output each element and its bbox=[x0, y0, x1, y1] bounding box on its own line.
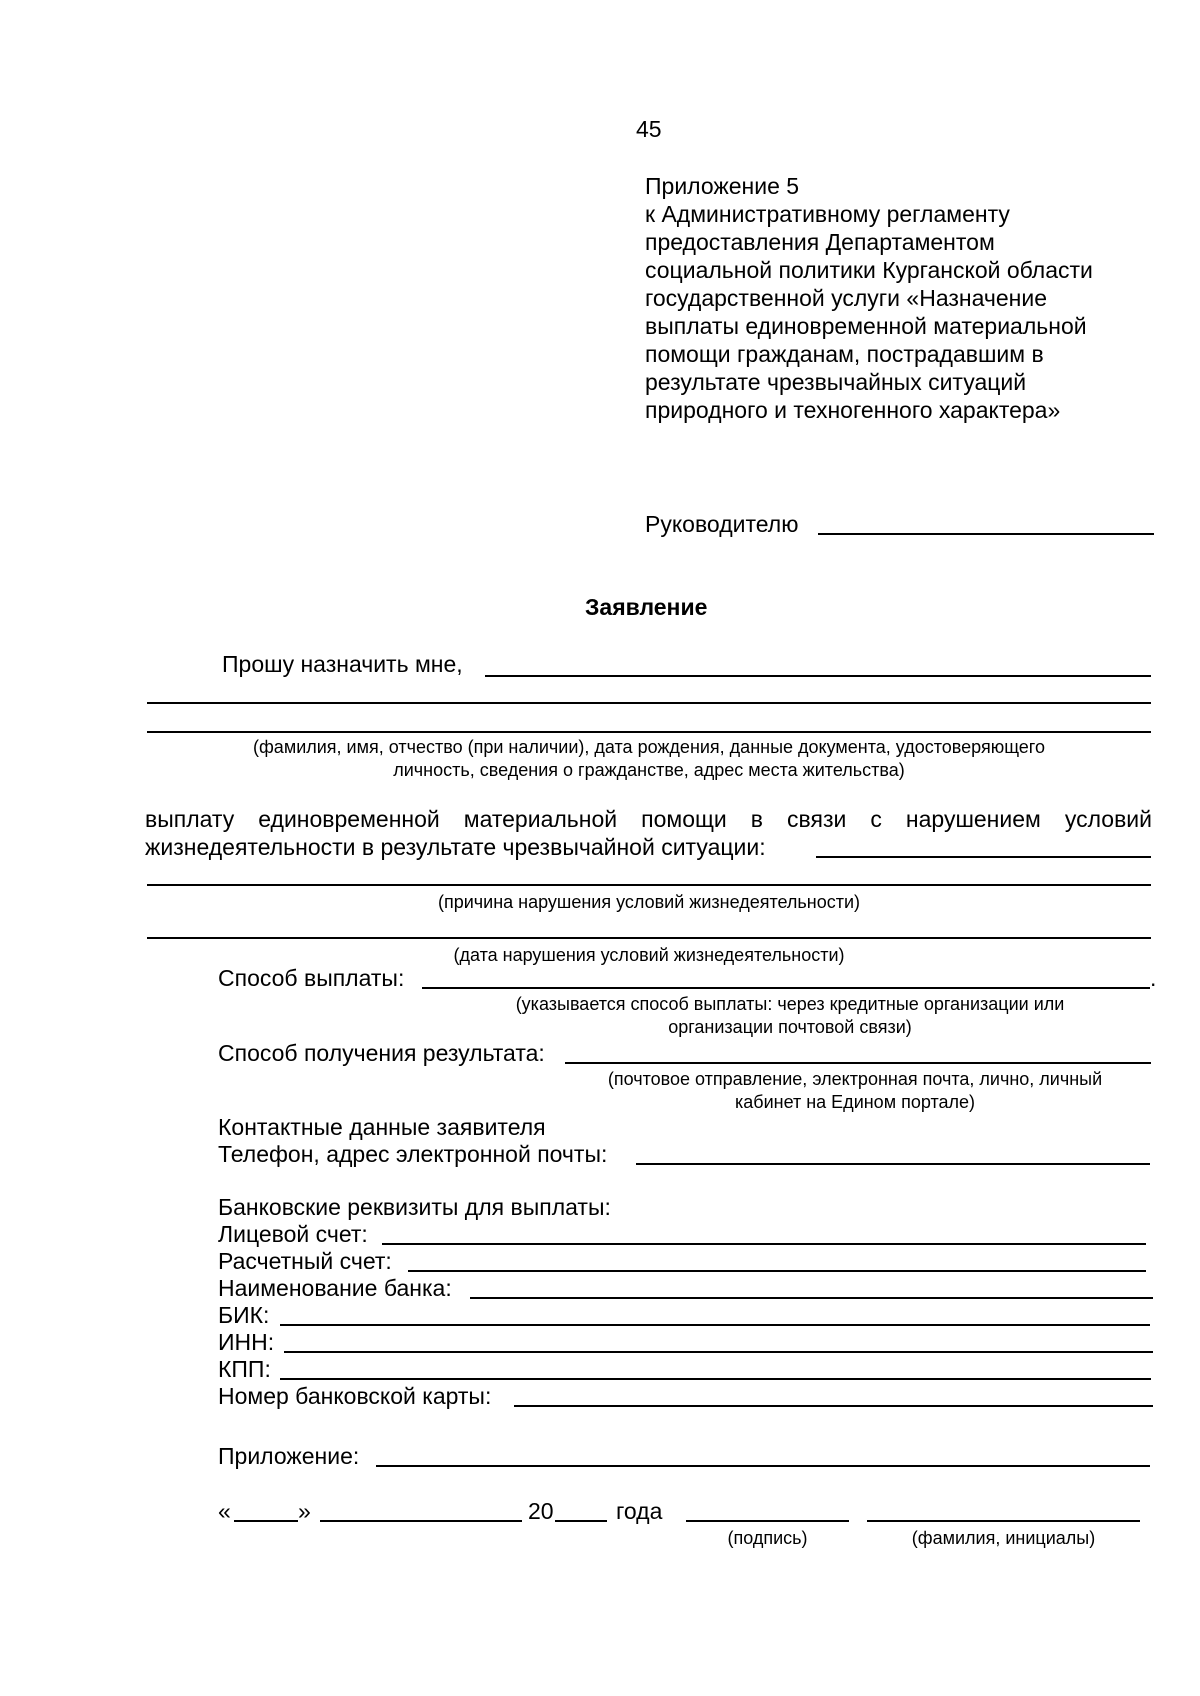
appendix-line: выплаты единовременной материальной bbox=[645, 313, 1087, 339]
addressee-label: Руководителю bbox=[645, 511, 799, 537]
request-lead: Прошу назначить мне, bbox=[222, 651, 463, 677]
settlement-account-field[interactable] bbox=[408, 1270, 1146, 1272]
card-number-field[interactable] bbox=[514, 1405, 1153, 1407]
bank-name-label: Наименование банка: bbox=[218, 1275, 452, 1301]
year-field[interactable] bbox=[555, 1520, 607, 1522]
inn-field[interactable] bbox=[284, 1351, 1153, 1353]
appendix-block bbox=[645, 172, 1093, 424]
reason-caption: (причина нарушения условий жизнедеятельности) bbox=[437, 892, 861, 912]
appendix-line: социальной политики Курганской области bbox=[645, 257, 1093, 283]
request-paragraph-line-1: выплату единовременной материальной помощи в связи с нарушением условий bbox=[145, 806, 1152, 832]
page-number: 45 bbox=[636, 116, 662, 142]
payment-caption-1: (указывается способ выплаты: через кредитные организации или bbox=[515, 994, 1065, 1014]
date-caption: (дата нарушения условий жизнедеятельности) bbox=[453, 945, 845, 965]
result-caption-1: (почтовое отправление, электронная почта, лично, личный bbox=[607, 1069, 1103, 1089]
contacts-heading: Контактные данные заявителя bbox=[218, 1114, 546, 1140]
signature-field[interactable] bbox=[686, 1520, 849, 1522]
attachment-field[interactable] bbox=[376, 1465, 1150, 1467]
reason-field-line-2[interactable] bbox=[147, 884, 1151, 886]
applicant-field-line-1[interactable] bbox=[485, 675, 1151, 677]
applicant-field-line-2[interactable] bbox=[147, 702, 1151, 704]
appendix-line: к Административному регламенту bbox=[645, 201, 1010, 227]
settlement-account-label: Расчетный счет: bbox=[218, 1248, 392, 1274]
result-field[interactable] bbox=[565, 1062, 1151, 1064]
reason-field-line-1[interactable] bbox=[816, 856, 1151, 858]
name-caption: (фамилия, инициалы) bbox=[911, 1528, 1096, 1548]
date-quote-close: » bbox=[298, 1498, 311, 1524]
document-title: Заявление bbox=[585, 594, 708, 620]
bik-label: БИК: bbox=[218, 1302, 270, 1328]
signature-caption: (подпись) bbox=[727, 1528, 808, 1548]
appendix-line: предоставления Департаментом bbox=[645, 229, 995, 255]
applicant-caption-2: личность, сведения о гражданстве, адрес места жительства) bbox=[393, 760, 905, 780]
name-field[interactable] bbox=[867, 1520, 1140, 1522]
kpp-field[interactable] bbox=[280, 1378, 1151, 1380]
bank-name-field[interactable] bbox=[470, 1297, 1153, 1299]
contacts-label: Телефон, адрес электронной почты: bbox=[218, 1141, 608, 1167]
appendix-line: природного и техногенного характера» bbox=[645, 397, 1061, 423]
appendix-line: помощи гражданам, пострадавшим в bbox=[645, 341, 1044, 367]
appendix-line: государственной услуги «Назначение bbox=[645, 285, 1048, 311]
payment-end-mark: . bbox=[1150, 965, 1157, 991]
date-field[interactable] bbox=[147, 937, 1151, 939]
personal-account-field[interactable] bbox=[382, 1243, 1146, 1245]
result-caption-2: кабинет на Едином портале) bbox=[734, 1092, 976, 1112]
bik-field[interactable] bbox=[280, 1324, 1150, 1326]
result-label: Способ получения результата: bbox=[218, 1040, 545, 1066]
appendix-line: результате чрезвычайных ситуаций bbox=[645, 369, 1027, 395]
day-field[interactable] bbox=[234, 1520, 298, 1522]
year-prefix: 20 bbox=[528, 1498, 554, 1524]
addressee-field[interactable] bbox=[818, 533, 1154, 535]
date-quote-open: « bbox=[218, 1498, 231, 1524]
bank-heading: Банковские реквизиты для выплаты: bbox=[218, 1194, 611, 1220]
appendix-line: Приложение 5 bbox=[645, 173, 800, 199]
payment-caption-2: организации почтовой связи) bbox=[668, 1017, 912, 1037]
personal-account-label: Лицевой счет: bbox=[218, 1221, 368, 1247]
applicant-field-line-3[interactable] bbox=[147, 731, 1151, 733]
year-suffix: года bbox=[616, 1498, 663, 1524]
contacts-field[interactable] bbox=[636, 1163, 1150, 1165]
payment-label: Способ выплаты: bbox=[218, 965, 405, 991]
kpp-label: КПП: bbox=[218, 1356, 271, 1382]
request-paragraph-line-2: жизнедеятельности в результате чрезвычайной ситуации: bbox=[145, 834, 766, 860]
month-field[interactable] bbox=[320, 1520, 522, 1522]
inn-label: ИНН: bbox=[218, 1329, 275, 1355]
card-number-label: Номер банковской карты: bbox=[218, 1383, 492, 1409]
payment-field[interactable] bbox=[422, 987, 1150, 989]
attachment-label: Приложение: bbox=[218, 1443, 360, 1469]
applicant-caption-1: (фамилия, имя, отчество (при наличии), дата рождения, данные документа, удостоверяющего bbox=[253, 737, 1045, 757]
